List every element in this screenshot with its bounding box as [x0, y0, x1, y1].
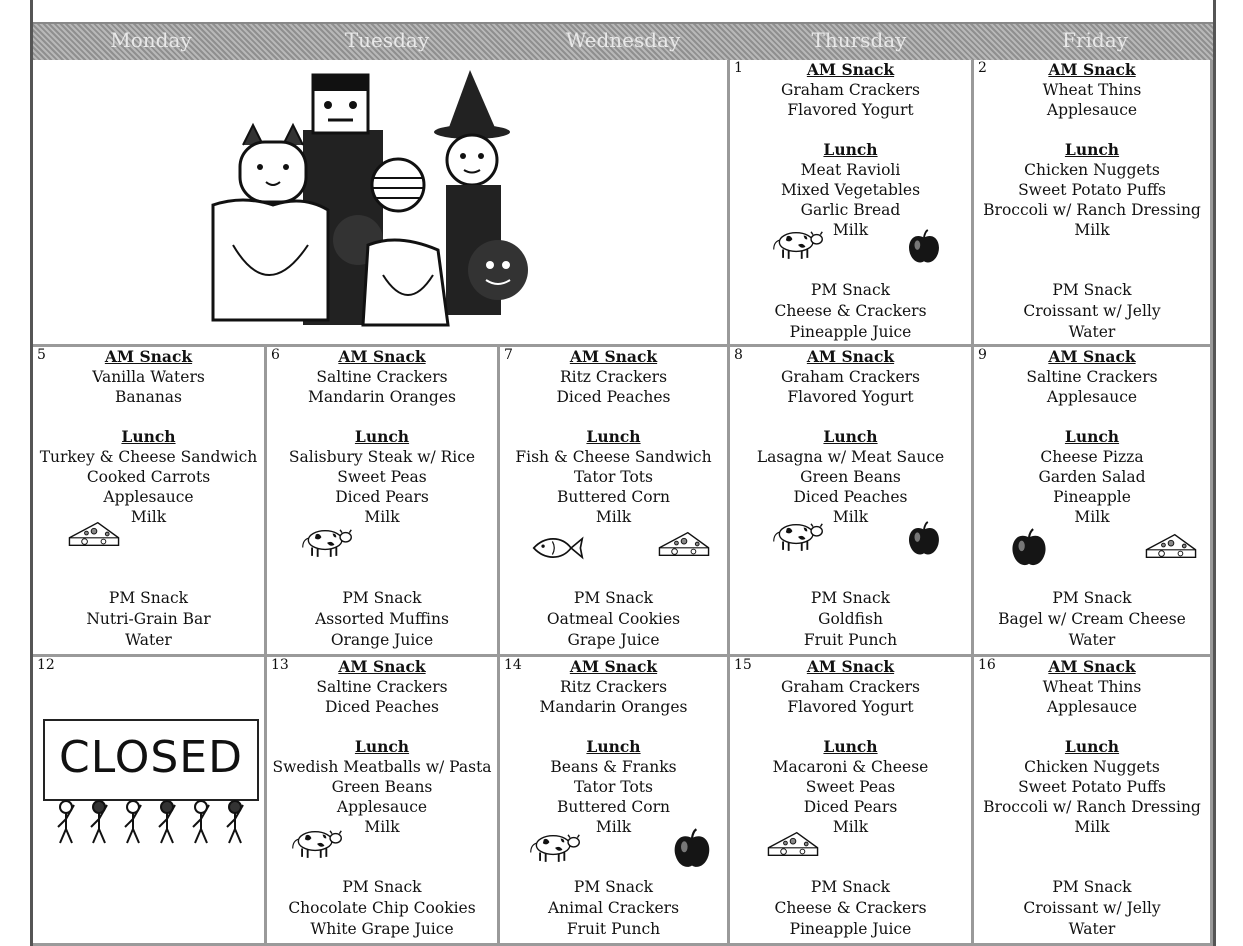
cheese-icon	[1142, 529, 1200, 563]
apple-icon	[905, 520, 943, 558]
menu-item: Chicken Nuggets	[1024, 758, 1160, 776]
day-cell-15	[730, 657, 974, 946]
menu-item: Sweet Potato Puffs	[1018, 181, 1166, 199]
menu-item: Water	[1068, 323, 1116, 341]
am-snack-heading: AM Snack	[1048, 347, 1136, 366]
menu-item: Fruit Punch	[803, 631, 898, 649]
closed-sign: CLOSED	[43, 719, 259, 801]
day-number: 8	[734, 347, 743, 363]
menu-item: Bagel w/ Cream Cheese	[998, 610, 1186, 628]
menu-item: Meat Ravioli	[800, 161, 901, 179]
cow-icon	[770, 518, 826, 552]
pm-snack-heading: PM Snack	[810, 589, 891, 607]
cheese-icon	[655, 527, 713, 561]
menu-item: Cheese Pizza	[1040, 448, 1144, 466]
lunch-heading: Lunch	[1064, 737, 1120, 756]
menu-item: Pineapple Juice	[789, 323, 912, 341]
menu-item: Cheese & Crackers	[774, 302, 927, 320]
apple-icon	[905, 228, 943, 266]
lunch-heading: Lunch	[823, 737, 878, 756]
menu-item: Graham Crackers	[780, 368, 920, 386]
menu-item: Cheese & Crackers	[774, 899, 927, 917]
menu-item: Grape Juice	[567, 631, 660, 649]
am-snack-heading: AM Snack	[806, 657, 895, 676]
cow-icon	[289, 825, 345, 859]
menu-item: Green Beans	[800, 468, 901, 486]
menu-item: Mixed Vegetables	[780, 181, 921, 199]
pm-snack-heading: PM Snack	[342, 878, 422, 896]
day-number: 2	[978, 60, 987, 76]
menu-item: Salisbury Steak w/ Rice	[288, 448, 476, 466]
menu-item: Milk	[1074, 221, 1110, 239]
header-tuesday: Tuesday	[344, 28, 430, 52]
day-cell-9	[974, 347, 1213, 657]
menu-item: Saltine Crackers	[316, 368, 448, 386]
header-friday: Friday	[1062, 28, 1128, 52]
menu-item: Animal Crackers	[547, 899, 680, 917]
menu-item: Saltine Crackers	[316, 678, 448, 696]
lunch-heading: Lunch	[354, 427, 410, 446]
menu-item: Assorted Muffins	[315, 610, 449, 628]
am-snack-heading: AM Snack	[338, 657, 426, 676]
day-cell-7	[500, 347, 730, 657]
menu-item: Nutri-Grain Bar	[86, 610, 211, 628]
people-carrying-sign-illustration	[51, 797, 251, 847]
menu-item: Buttered Corn	[556, 488, 671, 506]
cow-icon	[299, 524, 355, 558]
menu-item: Water	[125, 631, 172, 649]
menu-item: White Grape Juice	[310, 920, 454, 938]
menu-item: Applesauce	[1046, 388, 1138, 406]
menu-item: Milk	[364, 818, 400, 836]
menu-item: Vanilla Waters	[92, 368, 205, 386]
pm-snack-heading: PM Snack	[108, 589, 189, 607]
menu-item: Milk	[832, 221, 869, 239]
am-snack-heading: AM Snack	[569, 657, 658, 676]
lunch-heading: Lunch	[823, 140, 878, 159]
apple-icon	[670, 827, 714, 871]
halloween-illustration-cell	[33, 60, 730, 347]
menu-item: Diced Peaches	[324, 698, 440, 716]
pm-snack-heading: PM Snack	[342, 589, 422, 607]
menu-item: Flavored Yogurt	[787, 388, 914, 406]
menu-item: Applesauce	[103, 488, 194, 506]
pm-snack-heading: PM Snack	[573, 589, 654, 607]
pm-snack-heading: PM Snack	[1052, 589, 1132, 607]
menu-item: Garlic Bread	[800, 201, 901, 219]
lunch-heading: Lunch	[823, 427, 878, 446]
menu-item: Wheat Thins	[1042, 81, 1142, 99]
menu-item: Applesauce	[336, 798, 428, 816]
menu-item: Milk	[364, 508, 400, 526]
menu-item: Green Beans	[331, 778, 433, 796]
menu-item: Wheat Thins	[1042, 678, 1142, 696]
lunch-heading: Lunch	[121, 427, 176, 446]
menu-item: Ritz Crackers	[559, 678, 668, 696]
menu-item: Sweet Potato Puffs	[1018, 778, 1166, 796]
lunch-heading: Lunch	[586, 427, 641, 446]
menu-item: Beans & Franks	[550, 758, 677, 776]
am-snack-heading: AM Snack	[1048, 657, 1136, 676]
day-number: 1	[734, 60, 743, 76]
fish-icon	[530, 534, 586, 562]
cow-icon	[527, 829, 583, 863]
menu-item: Milk	[832, 508, 869, 526]
day-number: 15	[734, 657, 752, 673]
menu-item: Chicken Nuggets	[1024, 161, 1160, 179]
day-cell-2	[974, 60, 1213, 347]
cheese-icon	[65, 517, 123, 551]
menu-item: Oatmeal Cookies	[546, 610, 681, 628]
lunch-heading: Lunch	[586, 737, 641, 756]
day-number: 12	[37, 657, 55, 673]
menu-item: Pineapple	[1053, 488, 1131, 506]
menu-item: Diced Peaches	[793, 488, 908, 506]
day-cell-14	[500, 657, 730, 946]
day-number: 6	[271, 347, 280, 363]
menu-item: Saltine Crackers	[1026, 368, 1158, 386]
menu-item: Cooked Carrots	[86, 468, 211, 486]
menu-item: Chocolate Chip Cookies	[288, 899, 476, 917]
day-number: 14	[504, 657, 522, 673]
menu-item: Milk	[595, 818, 632, 836]
menu-item: Swedish Meatballs w/ Pasta	[272, 758, 492, 776]
am-snack-heading: AM Snack	[104, 347, 193, 366]
halloween-kids-illustration	[208, 70, 548, 335]
menu-item: Milk	[1074, 818, 1110, 836]
menu-item: Goldfish	[818, 610, 883, 628]
menu-item: Milk	[832, 818, 869, 836]
menu-item: Ritz Crackers	[559, 368, 668, 386]
header-thursday: Thursday	[811, 28, 907, 52]
menu-item: Macaroni & Cheese	[772, 758, 929, 776]
header-monday: Monday	[110, 28, 192, 52]
menu-item: Sweet Peas	[337, 468, 427, 486]
day-cell-1	[730, 60, 974, 347]
weekday-header	[33, 24, 1213, 60]
menu-item: Milk	[595, 508, 632, 526]
menu-item: Sweet Peas	[805, 778, 896, 796]
pm-snack-heading: PM Snack	[1052, 878, 1132, 896]
header-wednesday: Wednesday	[565, 28, 681, 52]
menu-item: Applesauce	[1046, 698, 1138, 716]
pm-snack-heading: PM Snack	[810, 878, 891, 896]
day-number: 16	[978, 657, 996, 673]
menu-item: Diced Peaches	[556, 388, 671, 406]
menu-item: Fish & Cheese Sandwich	[515, 448, 712, 466]
day-cell-12	[33, 657, 267, 946]
day-number: 7	[504, 347, 513, 363]
day-cell-16	[974, 657, 1213, 946]
day-number: 9	[978, 347, 987, 363]
am-snack-heading: AM Snack	[338, 347, 426, 366]
menu-item: Lasagna w/ Meat Sauce	[756, 448, 945, 466]
day-cell-5	[33, 347, 267, 657]
menu-item: Bananas	[114, 388, 183, 406]
menu-item: Broccoli w/ Ranch Dressing	[983, 798, 1201, 816]
lunch-heading: Lunch	[354, 737, 410, 756]
menu-item: Fruit Punch	[566, 920, 661, 938]
menu-item: Diced Pears	[335, 488, 429, 506]
menu-item: Buttered Corn	[556, 798, 671, 816]
menu-item: Diced Pears	[803, 798, 898, 816]
menu-item: Croissant w/ Jelly	[1023, 899, 1161, 917]
pm-snack-heading: PM Snack	[573, 878, 654, 896]
day-number: 13	[271, 657, 289, 673]
menu-item: Milk	[130, 508, 167, 526]
menu-item: Broccoli w/ Ranch Dressing	[983, 201, 1201, 219]
menu-item: Applesauce	[1046, 101, 1138, 119]
menu-item: Water	[1068, 920, 1116, 938]
menu-item: Milk	[1074, 508, 1110, 526]
menu-item: Orange Juice	[330, 631, 434, 649]
cow-icon	[770, 226, 826, 260]
menu-item: Croissant w/ Jelly	[1023, 302, 1161, 320]
menu-item: Flavored Yogurt	[787, 101, 914, 119]
menu-item: Tator Tots	[574, 468, 653, 486]
apple-icon	[1008, 527, 1050, 569]
lunch-heading: Lunch	[1064, 140, 1120, 159]
menu-item: Water	[1068, 631, 1116, 649]
menu-item: Graham Crackers	[780, 81, 920, 99]
day-cell-13	[267, 657, 500, 946]
pm-snack-heading: PM Snack	[810, 281, 891, 299]
pm-snack-heading: PM Snack	[1052, 281, 1132, 299]
cheese-icon	[764, 827, 822, 861]
menu-item: Graham Crackers	[780, 678, 920, 696]
day-number: 5	[37, 347, 46, 363]
am-snack-heading: AM Snack	[1048, 60, 1136, 79]
am-snack-heading: AM Snack	[806, 347, 895, 366]
day-cell-6	[267, 347, 500, 657]
menu-item: Tator Tots	[574, 778, 653, 796]
menu-item: Flavored Yogurt	[787, 698, 914, 716]
menu-item: Garden Salad	[1038, 468, 1146, 486]
day-cell-8	[730, 347, 974, 657]
am-snack-heading: AM Snack	[806, 60, 895, 79]
lunch-heading: Lunch	[1064, 427, 1120, 446]
am-snack-heading: AM Snack	[569, 347, 658, 366]
menu-item: Turkey & Cheese Sandwich	[39, 448, 258, 466]
menu-item: Mandarin Oranges	[308, 388, 456, 406]
menu-item: Pineapple Juice	[789, 920, 912, 938]
menu-item: Mandarin Oranges	[539, 698, 688, 716]
